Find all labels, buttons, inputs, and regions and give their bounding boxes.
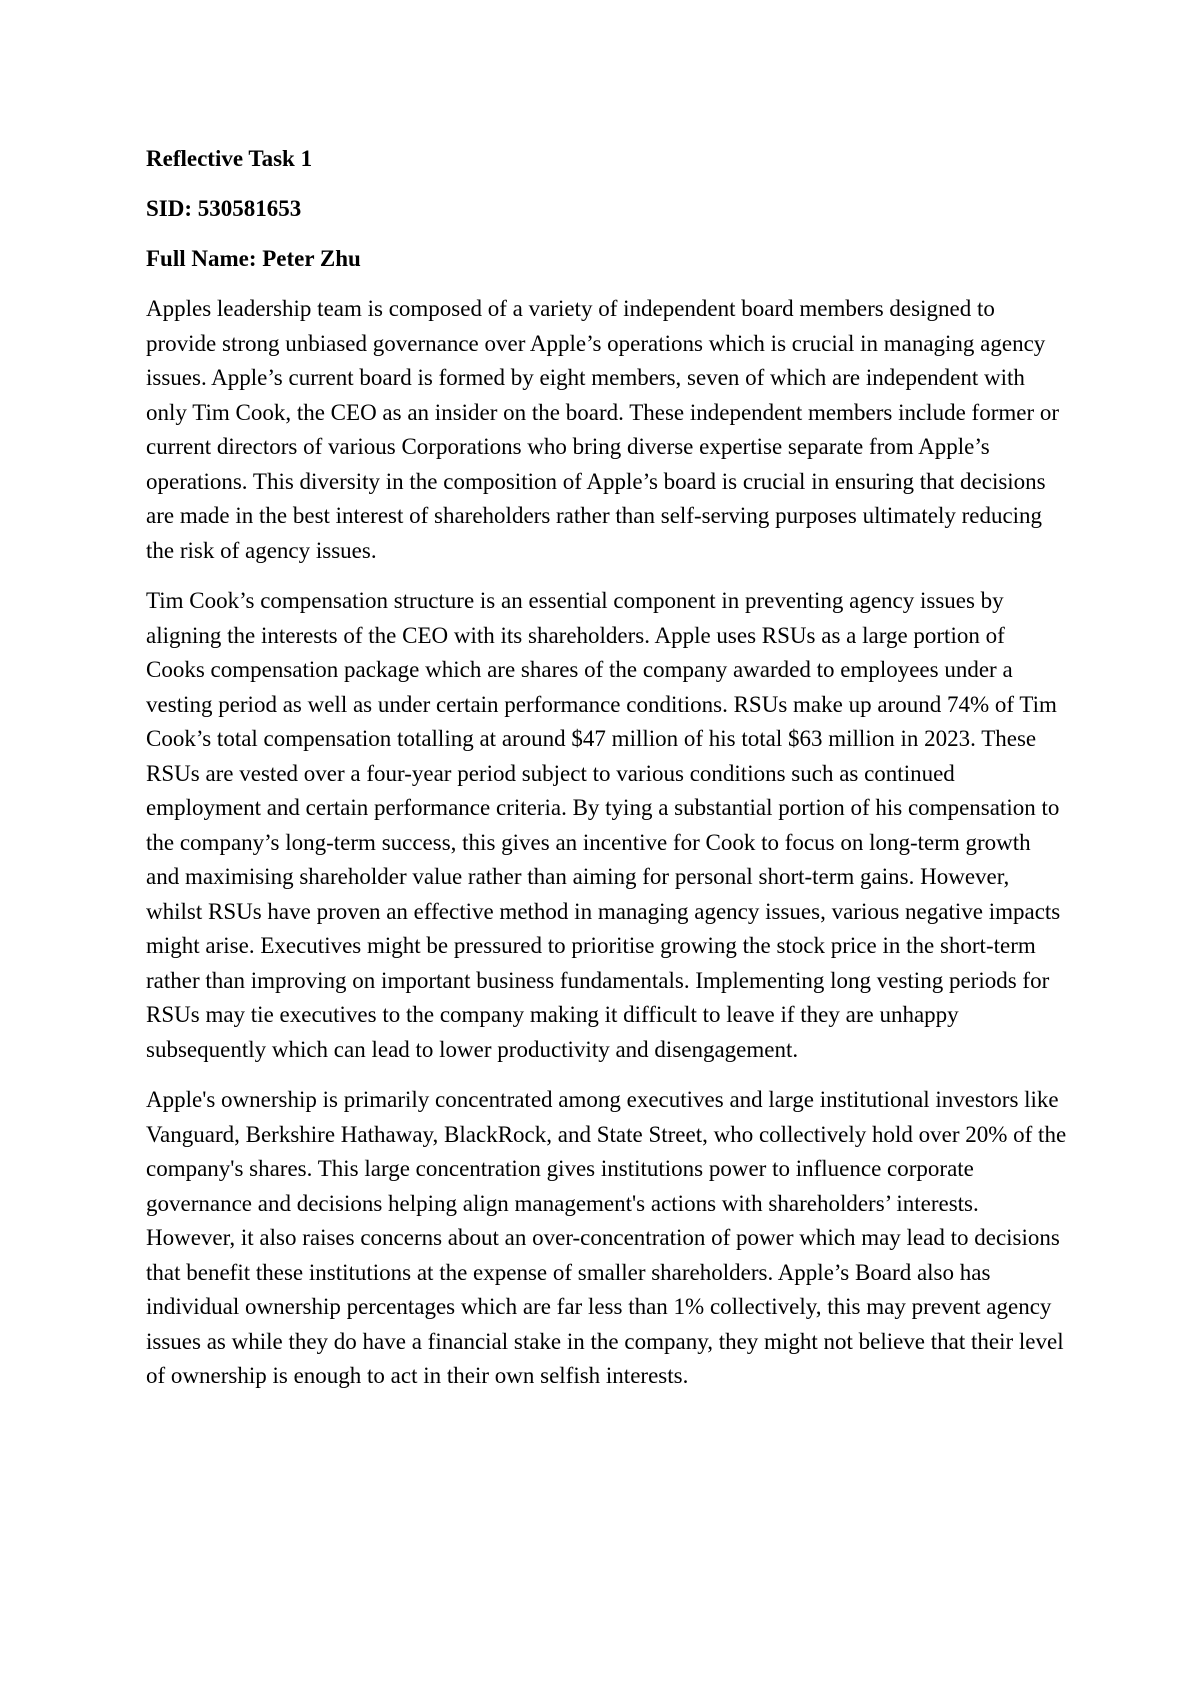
paragraph-board-composition: Apples leadership team is composed of a variety of independent board members designed to provide strong unbiased governance over Apple’s operations which is crucial in managing agency issues. Apple’s current board is formed by eight members, seven of which are independent with only Tim Cook, the CEO as an insider on the board. These independent members include former or current directors of various Corporations who bring diverse expertise separate from Apple’s operations. This diversity in the composition of Apple’s board is crucial in ensuring that decisions are made in the best interest of shareholders rather than self-serving purposes ultimately reducing the risk of agency issues. [146, 296, 1060, 563]
student-id: SID: 530581653 [146, 196, 302, 221]
paragraph-ownership-structure: Apple's ownership is primarily concentrated among executives and large institutional investors like Vanguard, Berkshire Hathaway, BlackRock, and State Street, who collectively hold over 20% of the company's shares. This large concentration gives institutions power to influence corporate governance and decisions helping align management's actions with shareholders’ interests. However, it also raises concerns about an over-concentration of power which may lead to decisions that benefit these institutions at the expense of smaller shareholders. Apple’s Board also has individual ownership percentages which are far less than 1% collectively, this may prevent agency issues as while they do have a financial stake in the company, they might not believe that their level of ownership is enough to act in their own selfish interests. [146, 1087, 1067, 1388]
full-name: Full Name: Peter Zhu [146, 246, 361, 271]
paragraph-ceo-compensation: Tim Cook’s compensation structure is an essential component in preventing agency issues by aligning the interests of the CEO with its shareholders. Apple uses RSUs as a large portion of Cooks compensation package which are shares of the company awarded to employees under a vesting period as well as under certain performance conditions. RSUs make up around 74% of Tim Cook’s total compensation totalling at around $47 million of his total $63 million in 2023. These RSUs are vested over a four-year period subject to various conditions such as continued employment and certain performance criteria. By tying a substantial portion of his compensation to the company’s long-term success, this gives an incentive for Cook to focus on long-term growth and maximising shareholder value rather than aiming for personal short-term gains. However, whilst RSUs have proven an effective method in managing agency issues, various negative impacts might arise. Executives might be pressured to prioritise growing the stock price in the short-term rather than improving on important business fundamentals. Implementing long vesting periods for RSUs may tie executives to the company making it difficult to leave if they are unhappy subsequently which can lead to lower productivity and disengagement. [146, 588, 1061, 1062]
document-body [146, 142, 1068, 1410]
document-title: Reflective Task 1 [146, 146, 313, 171]
